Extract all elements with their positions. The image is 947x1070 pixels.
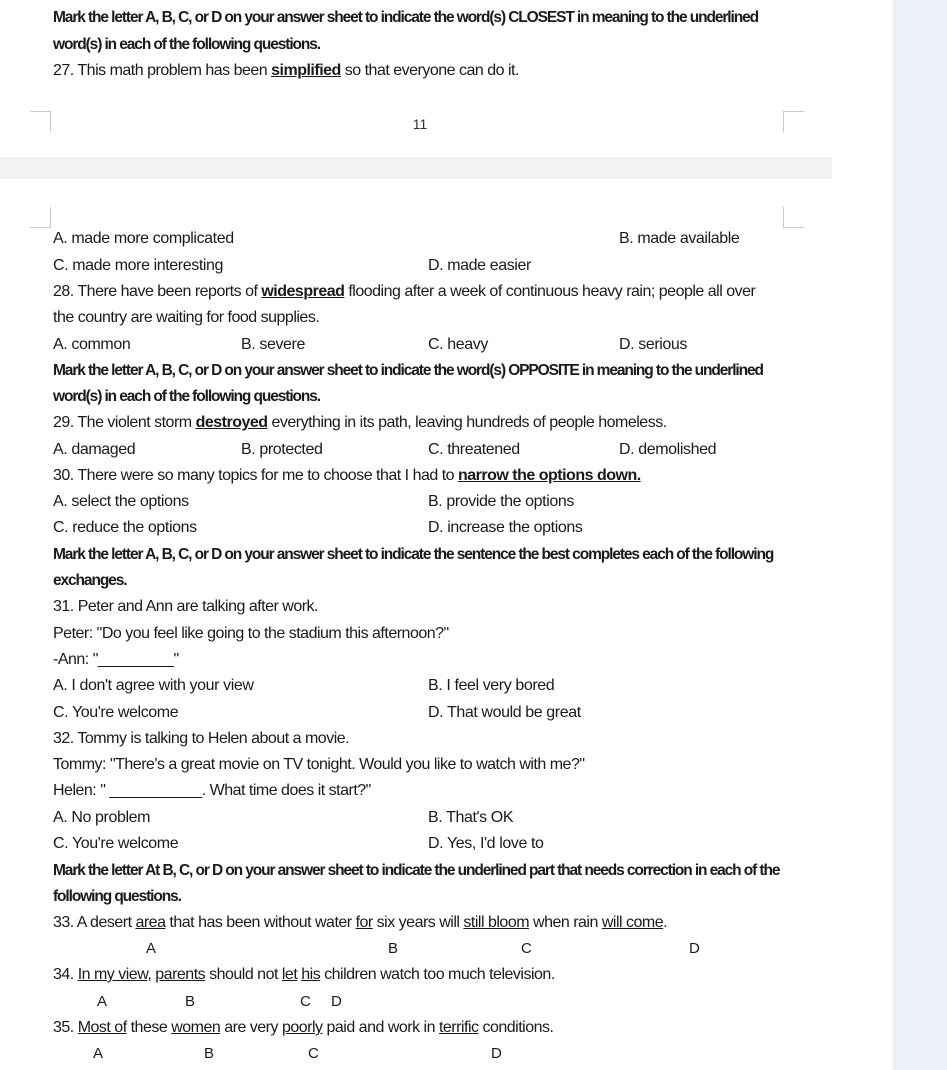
q33-letter-d: D [689, 940, 700, 957]
page-corner-mark [30, 111, 51, 132]
q33-letter-b: B [388, 940, 399, 957]
q27-option-b: B. made available [619, 230, 740, 247]
question-30: 30. There were so many topics for me to choose that I had to narrow the options down. [53, 467, 641, 484]
q28-option-b: B. severe [241, 336, 305, 353]
q31-ann-line: -Ann: "_________" [53, 651, 179, 668]
q31-option-a: A. I don't agree with your view [53, 677, 254, 694]
q28-option-d: D. serious [619, 336, 688, 353]
instruction-opposite-cont: word(s) in each of the following questions. [53, 388, 321, 405]
question-32: 32. Tommy is talking to Helen about a movie. [53, 730, 350, 747]
q35-letter-c: C [308, 1045, 319, 1062]
question-34: 34. In my view, parents should not let his children watch too much television. [53, 966, 555, 983]
underlined-part-c: still bloom [463, 914, 530, 931]
q29-option-a: A. damaged [53, 441, 136, 458]
instruction-correction-cont: following questions. [53, 888, 181, 905]
q34-letter-a: A [97, 993, 108, 1010]
underlined-part-a: Most of [77, 1019, 127, 1036]
q30-option-d: D. increase the options [428, 519, 583, 536]
q32-option-b: B. That's OK [428, 809, 514, 826]
q27-option-a: A. made more complicated [53, 230, 234, 247]
underlined-part-d: will come [601, 914, 664, 931]
instruction-exchange-cont: exchanges. [53, 572, 127, 589]
q29-option-c: C. threatened [428, 441, 520, 458]
page-corner-mark [783, 111, 804, 132]
q35-letter-b: B [204, 1045, 215, 1062]
instruction-opposite: Mark the letter A, B, C, or D on your answer sheet to indicate the word(s) OPPOSITE in meaning to the underlined [53, 362, 763, 379]
q33-letter-a: A [146, 940, 157, 957]
page-corner-mark [783, 207, 804, 228]
underlined-part-b: parents [155, 966, 206, 983]
q32-option-a: A. No problem [53, 809, 151, 826]
instruction-exchange: Mark the letter A, B, C, or D on your answer sheet to indicate the sentence the best completes each of the following [53, 546, 774, 563]
q32-option-d: D. Yes, I'd love to [428, 835, 544, 852]
underlined-part-d: terrific [438, 1019, 479, 1036]
underlined-word: destroyed [195, 414, 268, 431]
q29-option-b: B. protected [241, 441, 323, 458]
underlined-part-c: poorly [281, 1019, 323, 1036]
page-number: 11 [412, 116, 428, 132]
q31-peter-line: Peter: "Do you feel like going to the stadium this afternoon?" [53, 625, 449, 642]
underlined-word: simplified [271, 62, 341, 79]
instruction-correction: Mark the letter At B, C, or D on your answer sheet to indicate the underlined part that needs correction in each of the [53, 862, 780, 879]
q29-option-d: D. demolished [619, 441, 717, 458]
q34-letter-c: C [300, 993, 311, 1010]
q32-option-c: C. You're welcome [53, 835, 179, 852]
q27-option-d: D. made easier [428, 257, 531, 274]
underlined-part-a: area [135, 914, 166, 931]
question-28-cont: the country are waiting for food supplies. [53, 309, 320, 326]
question-27: 27. This math problem has been simplified so that everyone can do it. [53, 62, 519, 79]
question-29: 29. The violent storm destroyed everything in its path, leaving hundreds of people homeless. [53, 414, 667, 431]
side-panel [893, 0, 947, 1070]
instruction-closest-cont: word(s) in each of the following questions. [53, 36, 321, 53]
underlined-part-b: for [355, 914, 373, 931]
q35-letter-a: A [93, 1045, 104, 1062]
q33-letter-c: C [521, 940, 532, 957]
q34-letter-b: B [185, 993, 196, 1010]
underlined-part-a: In my view [77, 966, 148, 983]
underlined-part-c: let [281, 966, 298, 983]
question-31: 31. Peter and Ann are talking after work. [53, 598, 318, 615]
underlined-part-d: his [301, 966, 321, 983]
page-gap [0, 157, 832, 179]
q30-option-c: C. reduce the options [53, 519, 197, 536]
q27-option-c: C. made more interesting [53, 257, 224, 274]
q35-letter-d: D [491, 1045, 502, 1062]
q34-letter-d: D [331, 993, 342, 1010]
q31-option-c: C. You're welcome [53, 704, 179, 721]
underlined-part-b: women [171, 1019, 221, 1036]
q30-option-b: B. provide the options [428, 493, 574, 510]
instruction-closest: Mark the letter A, B, C, or D on your answer sheet to indicate the word(s) CLOSEST in meaning to the underlined [53, 9, 758, 26]
q28-option-a: A. common [53, 336, 131, 353]
q31-option-d: D. That would be great [428, 704, 581, 721]
question-35: 35. Most of these women are very poorly paid and work in terrific conditions. [53, 1019, 554, 1036]
page-corner-mark [30, 207, 51, 228]
question-33: 33. A desert area that has been without water for six years will still bloom when rain will come. [53, 914, 668, 931]
q32-helen-line: Helen: " ___________. What time does it start?" [53, 782, 371, 799]
q30-option-a: A. select the options [53, 493, 189, 510]
q31-option-b: B. I feel very bored [428, 677, 555, 694]
question-28: 28. There have been reports of widespread flooding after a week of continuous heavy rain; people all over [53, 283, 756, 300]
q28-option-c: C. heavy [428, 336, 488, 353]
underlined-word: narrow the options down. [458, 467, 641, 484]
q32-tommy-line: Tommy: "There's a great movie on TV tonight. Would you like to watch with me?" [53, 756, 585, 773]
underlined-word: widespread [261, 283, 345, 300]
